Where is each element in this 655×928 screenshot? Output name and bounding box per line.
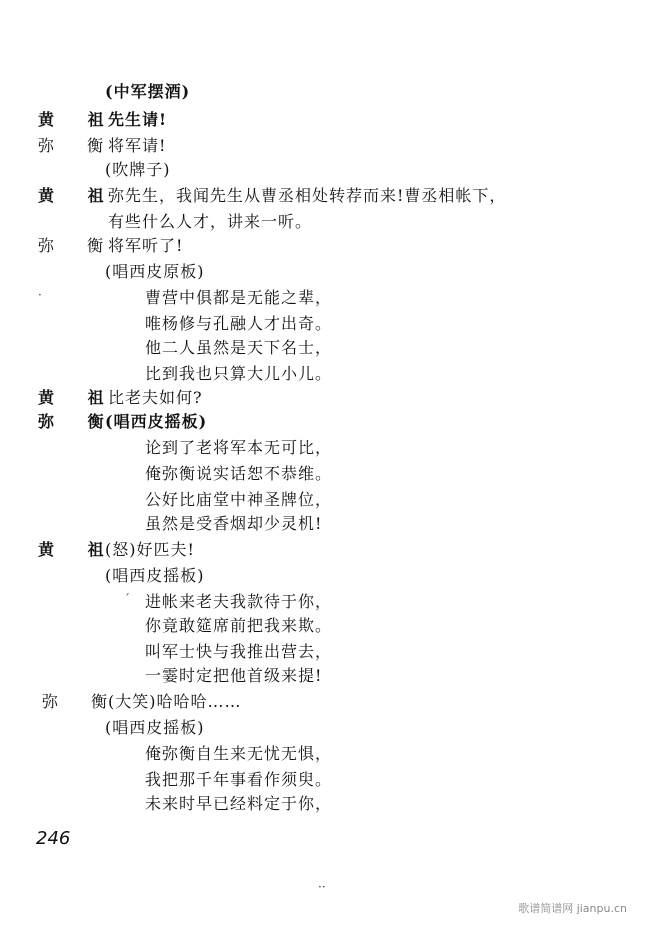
dialogue-line: 有些什么人才，讲来一听。	[108, 212, 313, 231]
role-name: 黄 祖	[38, 110, 118, 129]
role-name: 弥 衡	[42, 692, 122, 711]
verse-line: 我把那千年事看作须臾。	[145, 770, 333, 789]
verse-line: 曹营中俱都是无能之辈，	[145, 288, 333, 307]
verse-line: 俺弥衡说实话恕不恭维。	[145, 464, 333, 483]
stage-direction: (唱西皮摇板)	[105, 412, 208, 431]
role-name: 弥 衡	[38, 412, 118, 431]
stage-direction: (唱西皮原板)	[105, 262, 205, 281]
verse-line: 未来时早已经料定于你，	[145, 794, 333, 813]
dialogue-line: 弥先生，我闻先生从曹丞相处转荐而来!曹丞相帐下，	[108, 186, 507, 205]
verse-line: 比到我也只算大儿小儿。	[145, 364, 333, 383]
role-name: 黄 祖	[38, 388, 118, 407]
dialogue-line: (怒)好匹夫!	[105, 540, 195, 559]
verse-line: 你竟敢筵席前把我来欺。	[145, 616, 333, 635]
dialogue-line: 将军听了!	[108, 236, 184, 255]
verse-line: 俺弥衡自生来无忧无惧，	[145, 744, 333, 763]
dialogue-line: 将军请!	[108, 136, 167, 155]
verse-line: 虽然是受香烟却少灵机!	[145, 514, 323, 533]
verse-line: 他二人虽然是天下名士，	[145, 338, 333, 357]
stage-direction: (唱西皮摇板)	[105, 718, 205, 737]
margin-mark: ˊ	[124, 592, 130, 606]
role-name: 黄 祖	[38, 540, 118, 559]
role-name: 弥 衡	[38, 236, 118, 255]
role-name: 弥 衡	[38, 136, 118, 155]
verse-line: 进帐来老夫我款待于你，	[145, 592, 333, 611]
verse-line: 一霎时定把他首级来提!	[145, 666, 323, 685]
margin-mark: ··	[318, 880, 326, 894]
dialogue-line: (大笑)哈哈哈……	[108, 692, 242, 711]
dialogue-line: 比老夫如何?	[108, 388, 203, 407]
stage-direction: (吹牌子)	[105, 160, 171, 179]
margin-mark: ·	[38, 288, 42, 302]
stage-direction: (唱西皮摇板)	[105, 566, 205, 585]
dialogue-line: 先生请!	[108, 110, 168, 129]
page-number: 246	[36, 828, 71, 849]
verse-line: 论到了老将军本无可比，	[145, 438, 333, 457]
verse-line: 唯杨修与孔融人才出奇。	[145, 314, 333, 333]
stage-direction: (中军摆酒)	[105, 82, 191, 101]
watermark: 歌谱简谱网 jianpu.cn	[518, 902, 627, 915]
verse-line: 公好比庙堂中神圣牌位，	[145, 490, 333, 509]
role-name: 黄 祖	[38, 186, 118, 205]
verse-line: 叫军士快与我推出营去，	[145, 642, 333, 661]
